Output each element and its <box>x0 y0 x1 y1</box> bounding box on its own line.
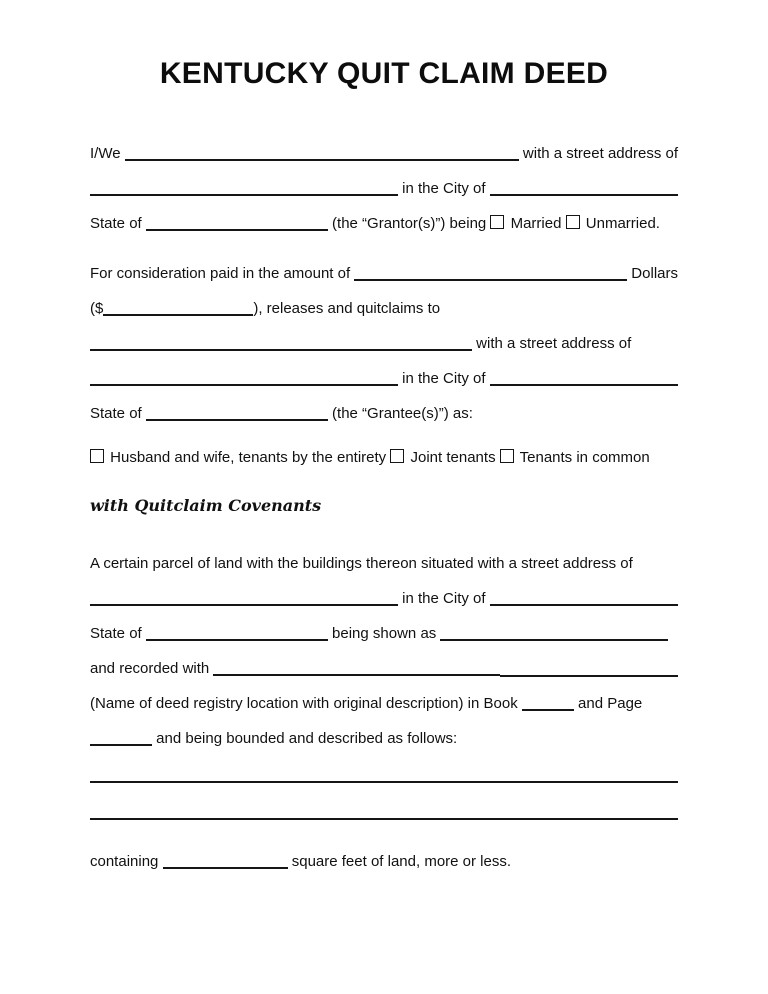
form-text: Unmarried. <box>581 215 660 232</box>
form-text: ​ A certain parcel of land with the buildings thereon situated with a street address of <box>90 555 633 572</box>
paragraph-description-blanks <box>90 758 678 830</box>
paragraph-covenants <box>90 488 678 523</box>
paragraph-area <box>90 844 678 879</box>
form-text: ​ in the City of <box>398 590 490 607</box>
blank-field[interactable] <box>354 267 627 281</box>
blank-field[interactable] <box>213 662 500 676</box>
form-text: ​ with Quitclaim Covenants <box>90 496 322 515</box>
paragraph-consideration <box>90 256 678 326</box>
form-line <box>90 844 678 879</box>
form-text: ​ and recorded with <box>90 660 214 677</box>
form-line <box>90 326 678 361</box>
paragraph-tenancy-options <box>90 440 678 475</box>
form-text: ), releases and quitclaims to <box>253 300 441 317</box>
form-text: with a street address of <box>518 145 678 162</box>
paragraph-grantee-info <box>90 326 678 431</box>
blank-field[interactable] <box>146 407 328 421</box>
form-text: (the “Grantor(s)”) being <box>327 215 491 232</box>
form-line <box>90 651 678 686</box>
form-text: ​ ($ <box>90 300 104 317</box>
blank-field[interactable] <box>440 627 668 641</box>
blank-field[interactable] <box>90 182 398 196</box>
blank-field[interactable] <box>490 592 678 606</box>
paragraph-property-description <box>90 546 678 756</box>
form-text: Married <box>506 215 566 232</box>
form-body <box>90 136 678 879</box>
form-text: ​ and being bounded and described as follows: <box>152 730 458 747</box>
form-text: Dollars <box>627 265 678 282</box>
blank-field[interactable] <box>125 147 519 161</box>
blank-field[interactable] <box>146 627 328 641</box>
checkbox-joint-tenants[interactable] <box>390 449 404 463</box>
form-text: ​ State of <box>90 215 146 232</box>
form-line <box>90 291 678 326</box>
form-line <box>90 396 678 431</box>
checkbox-unmarried[interactable] <box>566 215 580 229</box>
form-line <box>90 686 678 721</box>
form-text: ​ State of <box>90 625 146 642</box>
form-text: being shown as <box>327 625 441 642</box>
blank-field[interactable] <box>490 372 678 386</box>
form-text: (the “Grantee(s)”) as: <box>327 405 473 422</box>
blank-field[interactable] <box>490 182 678 196</box>
form-text: ​ I/We <box>90 145 125 162</box>
blank-field[interactable] <box>90 769 678 783</box>
checkbox-husband-and-wife[interactable] <box>90 449 104 463</box>
blank-field[interactable] <box>103 302 253 316</box>
document-title: KENTUCKY QUIT CLAIM DEED <box>159 57 609 90</box>
form-text: Tenants in common <box>515 449 650 466</box>
form-line <box>90 206 678 241</box>
form-line <box>90 546 678 581</box>
form-text: ​ in the City of <box>398 370 490 387</box>
form-line <box>90 581 678 616</box>
form-text: ​ State of <box>90 405 146 422</box>
form-line <box>90 721 678 756</box>
form-text: ​ For consideration paid in the amount of <box>90 265 355 282</box>
checkbox-tenants-in-common[interactable] <box>500 449 514 463</box>
blank-field[interactable] <box>90 806 678 820</box>
form-text: ​ with a street address of <box>472 335 632 352</box>
form-text: square feet of land, more or less. <box>287 853 512 870</box>
form-text: ​ in the City of <box>398 180 490 197</box>
form-line <box>90 488 678 523</box>
form-text: and Page <box>573 695 643 712</box>
blank-field[interactable] <box>163 855 288 869</box>
form-line <box>90 361 678 396</box>
form-line <box>90 758 678 793</box>
blank-field[interactable] <box>90 337 472 351</box>
blank-field[interactable] <box>522 697 574 711</box>
form-line <box>90 616 678 651</box>
form-line <box>90 171 678 206</box>
form-line <box>90 795 678 830</box>
form-text: Joint tenants <box>406 449 500 466</box>
blank-field[interactable] <box>500 663 678 677</box>
form-text: ​ containing <box>90 853 163 870</box>
form-line <box>90 440 678 475</box>
blank-field[interactable] <box>146 217 328 231</box>
paragraph-grantor-info <box>90 136 678 241</box>
form-text: ​ (Name of deed registry location with original description) in Book <box>90 695 522 712</box>
form-text: ​ Husband and wife, tenants by the entirety <box>106 449 391 466</box>
checkbox-married[interactable] <box>490 215 504 229</box>
blank-field[interactable] <box>90 372 398 386</box>
form-line <box>90 136 678 171</box>
blank-field[interactable] <box>90 732 152 746</box>
form-line <box>90 256 678 291</box>
blank-field[interactable] <box>90 592 398 606</box>
